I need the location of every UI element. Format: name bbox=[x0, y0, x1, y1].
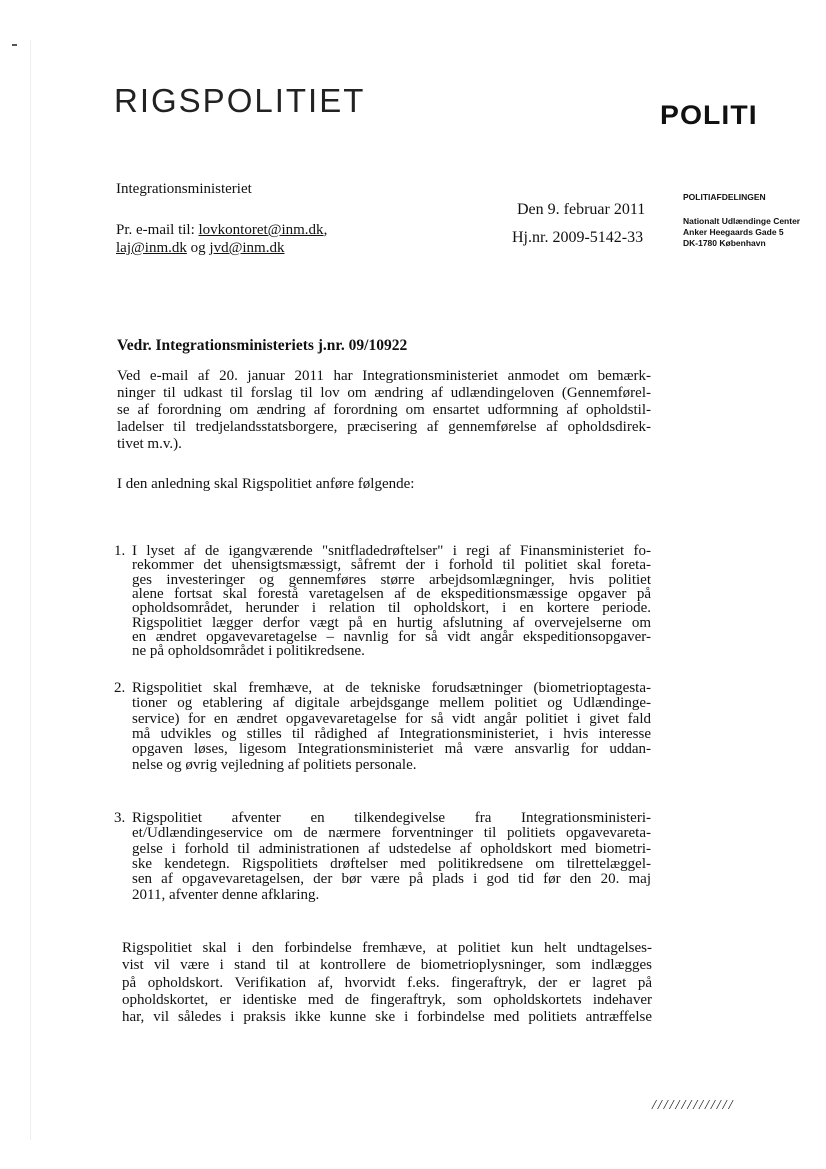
closing-paragraph-line: har, vil således i praksis ikke kunne ske i forbindelse med politiets antræffelse bbox=[122, 1009, 652, 1026]
list-item-line: gelse i forhold til administrationen af udstedelse af opholdskort med biometri- bbox=[132, 840, 651, 857]
footer-marks: ////////////// bbox=[652, 1098, 735, 1113]
list-item-line: Rigspolitiet lægger derfor vægt på en hurtig afslutning af overvejelserne om bbox=[132, 614, 651, 631]
sender-department: POLITIAFDELINGEN bbox=[683, 192, 766, 202]
closing-paragraph-line: opholdskortet, er identiske med de fingeraftryk, som opholdskortets indehaver bbox=[122, 991, 652, 1008]
letter-date: Den 9. februar 2011 bbox=[517, 201, 646, 218]
sender-address-line: DK-1780 København bbox=[683, 238, 766, 248]
list-item-line: Rigspolitiet afventer en tilkendegivelse fra Integrationsministeri- bbox=[132, 810, 651, 826]
email-join: og bbox=[186, 240, 210, 256]
list-item-line: opholdsområdet, herunder i relation til opholdskort, i en kortere periode. bbox=[132, 600, 651, 617]
letterhead-title: RIGSPOLITIET bbox=[114, 82, 366, 119]
politi-logo: POLITI bbox=[660, 100, 758, 130]
intro-paragraph-line: tivet m.v.). bbox=[117, 436, 182, 452]
intro-paragraph-line: ninger til udkast til forslag til lov om ændring af udlændingeloven (Gennemførel- bbox=[117, 385, 651, 401]
list-item-line: sen af opgavevaretagelsen, der bør være på plads i god tid før den 20. maj bbox=[132, 871, 651, 888]
recipient-email-line-2 bbox=[116, 240, 284, 257]
reference-number: Hj.nr. 2009-5142-33 bbox=[512, 229, 644, 246]
list-item-number: 3. bbox=[114, 810, 126, 826]
email-separator: , bbox=[323, 222, 328, 238]
intro-paragraph-line: ladelser til tredjelandsstatsborgere, præcisering af gennemførelse af opholdsdirek- bbox=[117, 419, 651, 435]
list-item-line: 2011, afventer denne afklaring. bbox=[132, 886, 320, 903]
email-prefix: Pr. e-mail til: bbox=[116, 222, 199, 238]
email-link-laj[interactable]: laj@inm.dk bbox=[116, 240, 187, 256]
list-item-line: et/Udlændingeservice om de nærmere forventninger til politiets opgavevareta- bbox=[132, 825, 651, 842]
lead-in-text: I den anledning skal Rigspolitiet anføre følgende: bbox=[117, 476, 415, 492]
sender-address-line: Nationalt Udlændinge Center bbox=[683, 216, 801, 226]
list-item-line: en ændret opgavevaretagelse – navnlig for så vidt angår ekspeditionsopgaver- bbox=[132, 628, 651, 645]
subject-heading: Vedr. Integrationsministeriets j.nr. 09/10922 bbox=[117, 337, 408, 354]
list-item-line: ne på opholdsområdet i politikredsene. bbox=[132, 643, 365, 660]
closing-paragraph-line: på opholdskort. Verifikation af, hvorvidt f.eks. fingeraftryk, der er lagret på bbox=[122, 974, 652, 991]
list-item-line: Rigspolitiet skal fremhæve, at de tekniske forudsætninger (biometrioptagesta- bbox=[132, 680, 651, 696]
list-item-line: ske kendetegn. Rigspolitiets drøftelser med politikredsene om tilrettelæggel- bbox=[132, 855, 651, 872]
email-link-jvd[interactable]: jvd@inm.dk bbox=[209, 240, 285, 256]
email-link-lovkontoret[interactable]: lovkontoret@inm.dk bbox=[198, 222, 324, 238]
intro-paragraph-line: Ved e-mail af 20. januar 2011 har Integrationsministeriet anmodet om bemærk- bbox=[117, 368, 651, 384]
closing-paragraph-line: vist vil være i stand til at kontrollere de biometrioplysninger, som indlægges bbox=[122, 957, 652, 974]
list-item-line: I lyset af de igangværende "snitfladedrøftelser" i regi af Finansministeriet fo- bbox=[132, 543, 651, 559]
list-item-line: nelse og øvrig vejledning af politiets personale. bbox=[132, 756, 417, 773]
sender-address-line: Anker Heegaards Gade 5 bbox=[683, 227, 784, 237]
list-item-line: tioner og etablering af digitale arbejdsgange mellem politiet og Udlændinge- bbox=[132, 695, 651, 712]
scan-margin-line bbox=[30, 40, 31, 1140]
list-item-number: 1. bbox=[114, 543, 126, 559]
recipient-email-line-1 bbox=[116, 222, 327, 239]
list-item-line: må udvikles og stilles til rådighed af Integrationsministeriet, i hvis interesse bbox=[132, 725, 651, 742]
closing-paragraph-line: Rigspolitiet skal i den forbindelse fremhæve, at politiet kun helt undtagelses- bbox=[122, 940, 652, 956]
intro-paragraph-line: se af forordning om ændring af forordning om ensartet udformning af opholdstil- bbox=[117, 402, 651, 418]
list-item-line: service) for en ændret opgavevaretagelse for så vidt angår politiet i givet fald bbox=[132, 710, 651, 727]
list-item-line: alene fortsat skal forestå varetagelsen af de ekspeditionsmæssige opgaver på bbox=[132, 585, 651, 602]
list-item-line: opgaven løses, ligesom Integrationsministeriet må være ansvarlig for uddan- bbox=[132, 741, 651, 758]
recipient-name: Integrationsministeriet bbox=[116, 181, 252, 197]
list-item-line: ges investeringer og gennemføres større arbejdsomlægninger, hvis politiet bbox=[132, 571, 651, 588]
list-item-number: 2. bbox=[114, 680, 126, 696]
scan-margin-mark bbox=[12, 44, 17, 46]
list-item-line: rekommer det uhensigtsmæssigt, såfremt der i forhold til politiet skal foreta- bbox=[132, 557, 651, 574]
